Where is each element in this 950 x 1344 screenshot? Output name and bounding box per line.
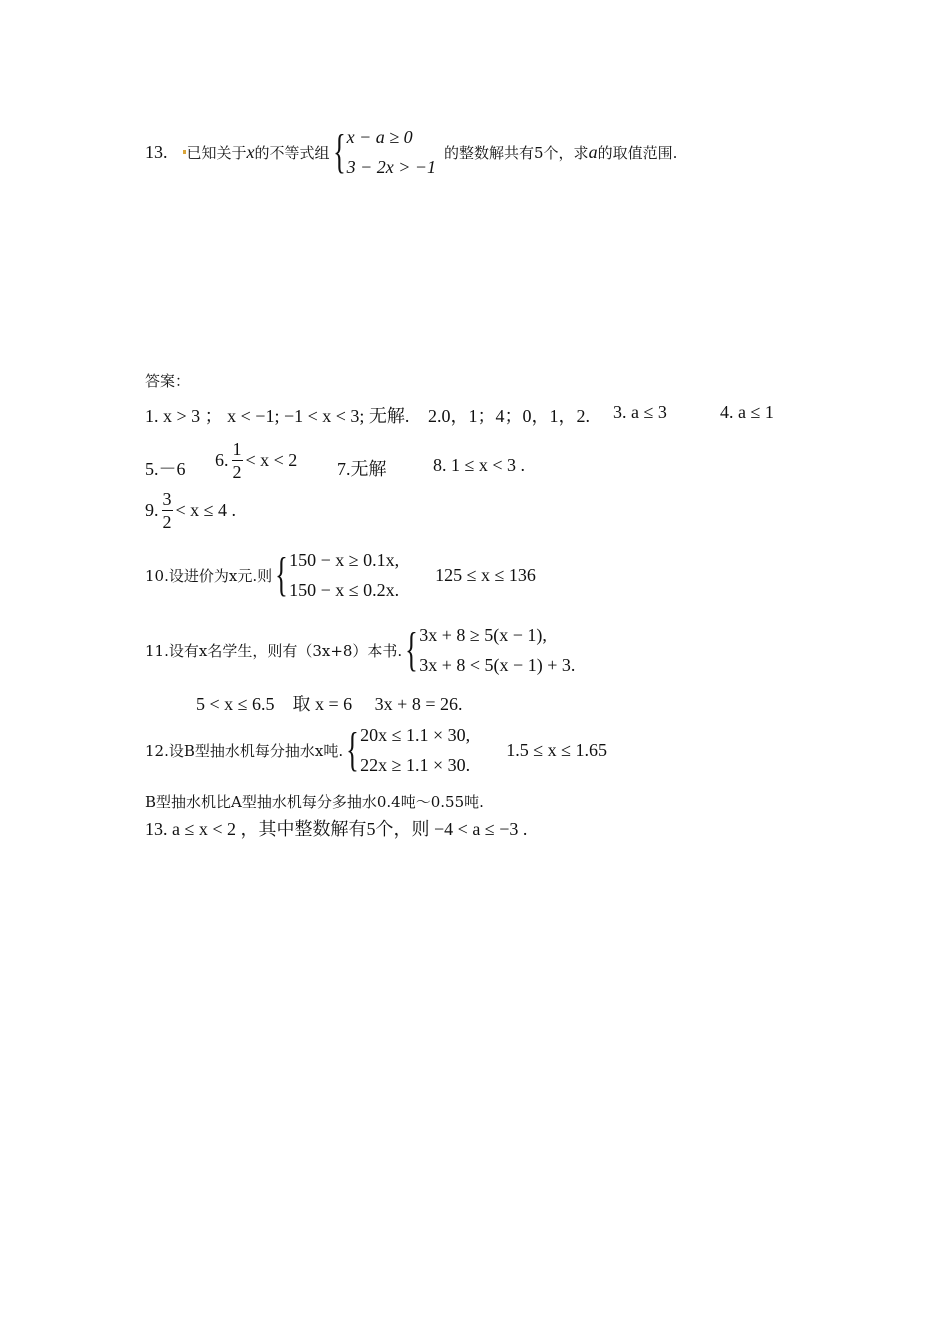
answers-heading: 答案： — [145, 372, 191, 390]
answer-12 — [145, 720, 607, 780]
question-var-a: a — [588, 141, 598, 162]
fraction-three-halves — [162, 490, 173, 531]
answer-7: 7.无解 — [337, 459, 387, 479]
answer-11 — [145, 620, 575, 680]
system-brace: { — [332, 125, 346, 178]
question-text-2: 的不等式组 — [254, 143, 330, 162]
answer-9-number: 9. — [145, 500, 159, 520]
inequality-system — [289, 545, 399, 605]
fraction-denominator: 2 — [162, 512, 172, 532]
answer-11-text: 11.设有x名学生，则有（3x+8）本书. — [145, 641, 403, 660]
answer-4: 4. a ≤ 1 — [720, 402, 774, 422]
marker-dot — [183, 150, 186, 154]
fraction-numerator: 1 — [232, 439, 242, 459]
answer-12-result: 1.5 ≤ x ≤ 1.65 — [506, 739, 607, 760]
fraction-denominator: 2 — [232, 462, 242, 482]
question-var-x: x — [246, 141, 255, 162]
inequality-1: x − a ≥ 0 — [346, 127, 413, 147]
question-text-1: 已知关于 — [186, 143, 247, 162]
question-13 — [145, 122, 677, 182]
question-number: 13. — [145, 141, 168, 162]
answer-12-text: 12.设B型抽水机每分抽水x吨. — [145, 741, 344, 760]
answer-3: 3. a ≤ 3 — [613, 402, 667, 422]
answer-5: 5.－6 — [145, 459, 186, 479]
inequality-1: 20x ≤ 1.1 × 30, — [360, 725, 471, 745]
fraction-half — [232, 440, 243, 481]
inequality-2: 3x + 8 < 5(x − 1) + 3. — [419, 655, 576, 675]
answer-11-result: 5 < x ≤ 6.5 取 x = 6 3x + 8 = 26. — [196, 694, 463, 714]
answer-6 — [215, 440, 297, 481]
answer-10-result: 125 ≤ x ≤ 136 — [435, 564, 536, 585]
inequality-system — [360, 720, 470, 780]
system-brace: { — [275, 548, 288, 601]
inequality-1: 150 − x ≥ 0.1x, — [289, 550, 400, 570]
answer-13: 13. a ≤ x < 2 ，其中整数解有5个，则 −4 < a ≤ −3 . — [145, 819, 528, 839]
question-text-4: 的取值范围. — [597, 143, 678, 162]
system-brace: { — [346, 723, 359, 776]
answer-8: 8. 1 ≤ x < 3 . — [433, 455, 526, 475]
answer-9 — [145, 490, 236, 531]
answer-6-inequality: < x < 2 — [245, 450, 298, 470]
answer-10 — [145, 545, 536, 605]
answer-10-text: 10.设进价为x元.则 — [145, 566, 273, 585]
fraction-numerator: 3 — [162, 489, 172, 509]
inequality-1: 3x + 8 ≥ 5(x − 1), — [419, 625, 547, 645]
answer-2: 2.0，1；4；0，1，2. — [428, 406, 590, 426]
inequality-2: 22x ≥ 1.1 × 30. — [360, 755, 471, 775]
answer-1: 1. x > 3 ； x < −1; −1 < x < 3; 无解. — [145, 406, 410, 426]
question-text-3: 的整数解共有5个，求 — [444, 143, 589, 162]
system-brace: { — [405, 623, 419, 676]
answer-6-number: 6. — [215, 450, 229, 470]
answer-12-note: B型抽水机比A型抽水机每分多抽水0.4吨～0.55吨. — [145, 793, 484, 811]
answer-9-inequality: < x ≤ 4 . — [175, 500, 237, 520]
inequality-2: 150 − x ≤ 0.2x. — [289, 580, 400, 600]
inequality-system — [347, 122, 436, 182]
inequality-2: 3 − 2x > −1 — [346, 157, 437, 177]
inequality-system — [419, 620, 575, 680]
